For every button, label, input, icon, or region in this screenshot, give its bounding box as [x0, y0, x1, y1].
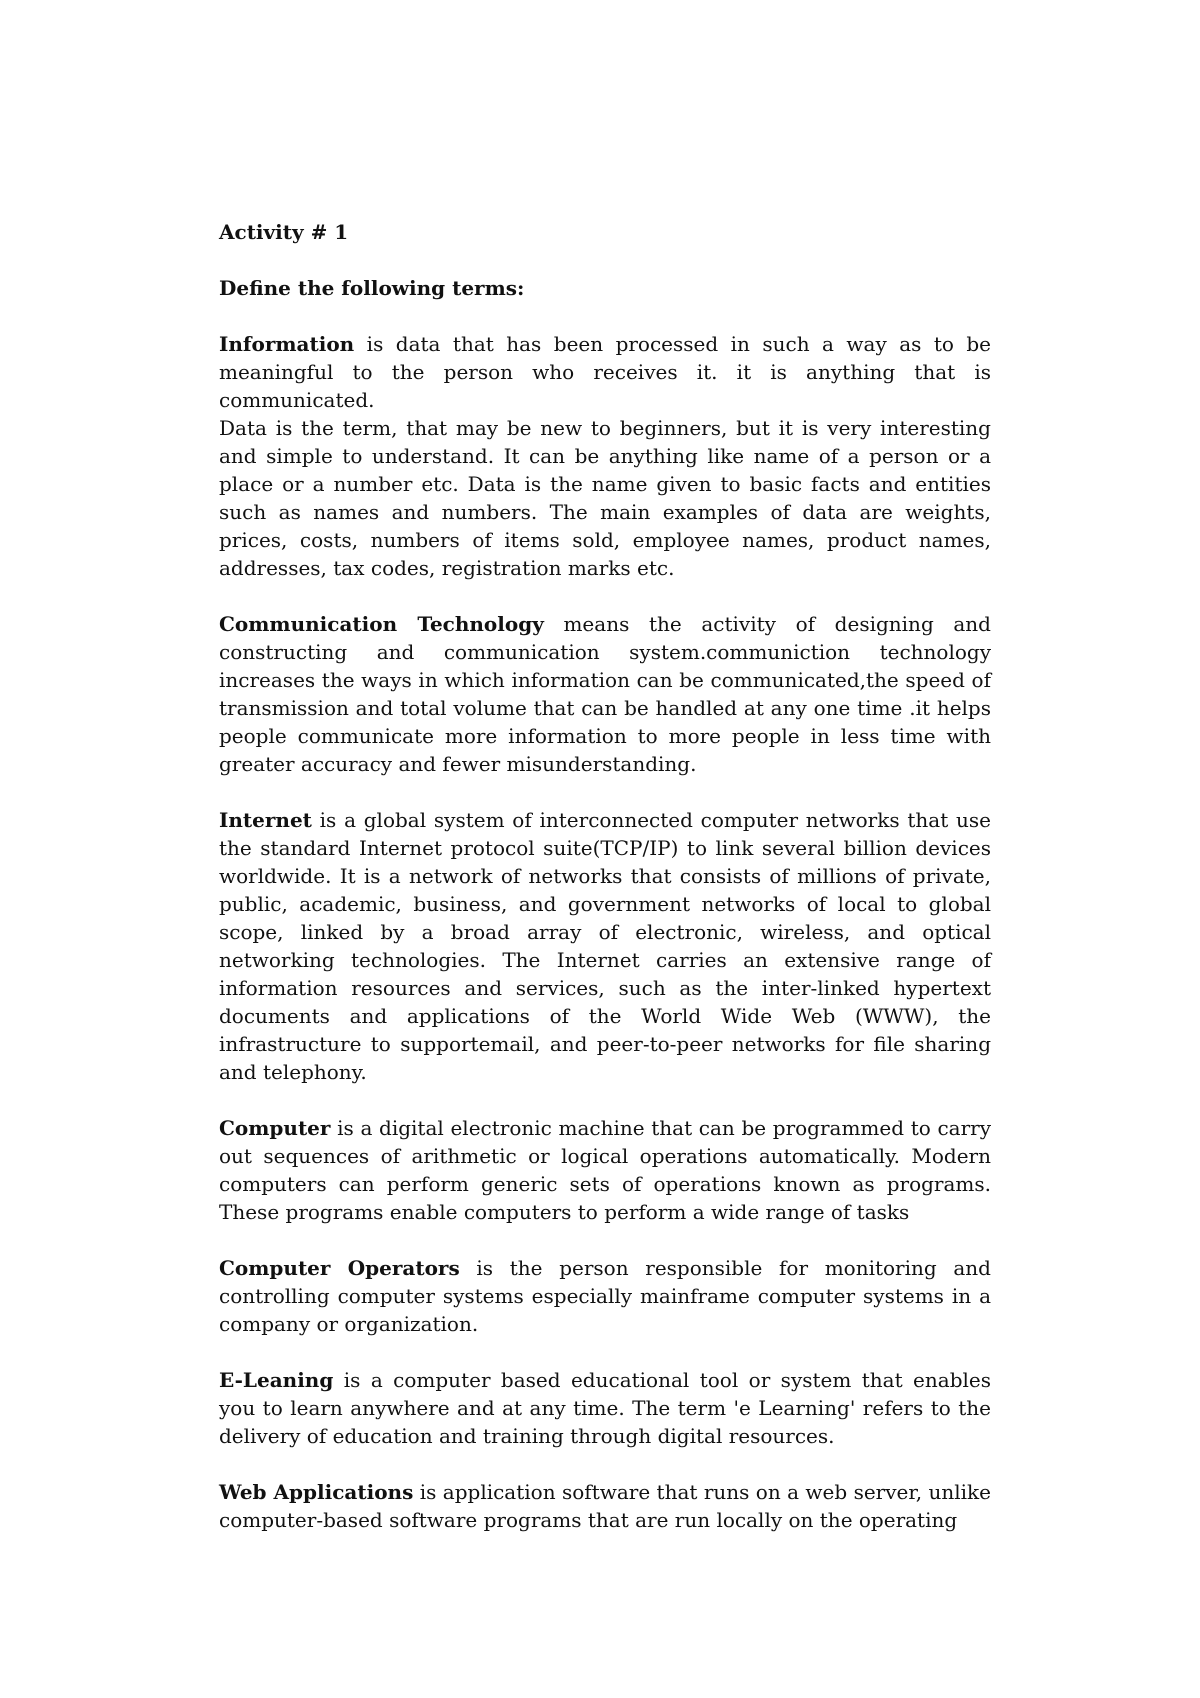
- definition-text: is application software that runs on a web server, unlike computer-based software programs that are run locally on the operating: [219, 1480, 991, 1532]
- definition-web-applications: [219, 1478, 991, 1534]
- term-label: Computer: [219, 1116, 331, 1140]
- definition-e-learning: [219, 1366, 991, 1450]
- definition-computer-operators: [219, 1254, 991, 1338]
- definition-text: is a digital electronic machine that can be programmed to carry out sequences of arithmetic or logical operations automatically. Modern computers can perform generic sets of operations known as programs. These programs enable computers to perform a wide range of tasks: [219, 1116, 991, 1224]
- definition-information: [219, 330, 991, 414]
- term-label: Computer Operators: [219, 1256, 460, 1280]
- term-label: Communication Technology: [219, 612, 544, 636]
- definition-text: is data that has been processed in such a way as to be meaningful to the person who receives it. it is anything that is communicated.: [219, 332, 991, 412]
- definition-internet: [219, 806, 991, 1086]
- definition-text: is the person responsible for monitoring and controlling computer systems especially mainframe computer systems in a company or organization.: [219, 1256, 991, 1336]
- instruction-heading: Define the following terms:: [219, 276, 525, 300]
- document-body: [219, 218, 991, 1562]
- term-label: Internet: [219, 808, 312, 832]
- definition-text: is a computer based educational tool or system that enables you to learn anywhere and at any time. The term 'e Learning' refers to the delivery of education and training through digital resources.: [219, 1368, 991, 1448]
- definition-communication-technology: [219, 610, 991, 778]
- definition-text: is a global system of interconnected computer networks that use the standard Internet protocol suite(TCP/IP) to link several billion devices worldwide. It is a network of networks that consists of millions of private, public, academic, business, and government networks of local to global scope, linked by a broad array of electronic, wireless, and optical networking technologies. The Internet carries an extensive range of information resources and services, such as the inter-linked hypertext documents and applications of the World Wide Web (WWW), the infrastructure to supportemail, and peer-to-peer networks for file sharing and telephony.: [219, 808, 991, 1084]
- activity-title: Activity # 1: [219, 220, 349, 244]
- definition-data: [219, 414, 991, 582]
- definition-text: means the activity of designing and constructing and communication system.communiction technology increases the ways in which information can be communicated,the speed of transmission and total volume that can be handled at any one time .it helps people communicate more information to more people in less time with greater accuracy and fewer misunderstanding.: [219, 612, 991, 776]
- definition-text: Data is the term, that may be new to beginners, but it is very interesting and simple to understand. It can be anything like name of a person or a place or a number etc. Data is the name given to basic facts and entities such as names and numbers. The main examples of data are weights, prices, costs, numbers of items sold, employee names, product names, addresses, tax codes, registration marks etc.: [219, 416, 991, 580]
- definition-computer: [219, 1114, 991, 1226]
- term-label: Web Applications: [219, 1480, 414, 1504]
- term-label: Information: [219, 332, 355, 356]
- term-label: E-Leaning: [219, 1368, 334, 1392]
